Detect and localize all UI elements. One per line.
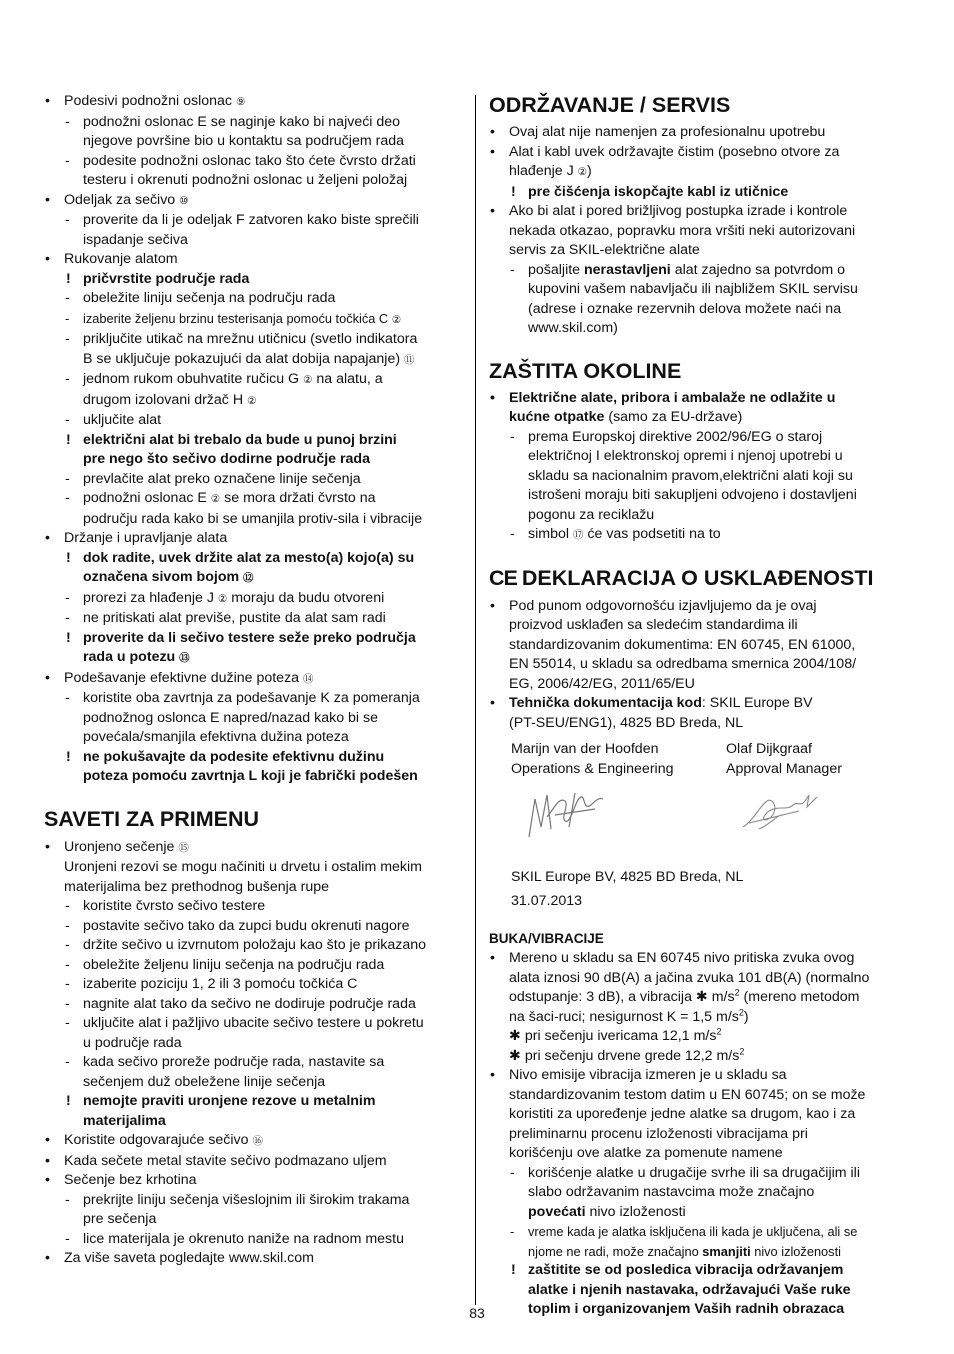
line-text: uključite alat xyxy=(83,412,162,428)
line-text: u područje rada xyxy=(83,1034,182,1051)
continuation-line xyxy=(44,1034,464,1054)
line-text: hlađenje J xyxy=(509,163,578,179)
line-text: kada sečivo proreže područje rada, nastavite sa xyxy=(83,1054,385,1070)
figure-reference: ⑮ xyxy=(178,841,189,854)
line-text: skladu sa nacionalnim pravom,električni alati koji su xyxy=(528,467,853,484)
dash-item xyxy=(489,261,913,281)
maintenance-section xyxy=(489,123,913,339)
line-text: smanjiti xyxy=(702,1243,751,1259)
line-text: ✱ pri sečenju drvene grede 12,2 m/s xyxy=(509,1047,740,1064)
line-text: servis za SKIL-električne alate xyxy=(509,242,700,258)
continuation-line xyxy=(44,450,464,470)
line-text: Koristite odgovarajuće sečivo xyxy=(64,1132,253,1148)
line-text: standardizovanim testom datim u EN 60745; on se može xyxy=(509,1086,866,1103)
line-text: Uronjeni rezovi se mogu načiniti u drvetu i ostalim mekim xyxy=(64,859,422,875)
continuation-line xyxy=(489,1105,913,1125)
signatory-2-name: Olaf Dijkgraaf xyxy=(726,741,812,757)
line-text: prekrijte liniju sečenja višeslojnim ili širokim trakama xyxy=(83,1191,410,1208)
figure-reference: ② xyxy=(247,394,257,407)
continuation-line xyxy=(489,1027,913,1047)
line-text: Odeljak za sečivo xyxy=(64,191,180,208)
continuation-line xyxy=(44,391,464,412)
dash-item xyxy=(44,411,464,431)
figure-reference: ② xyxy=(391,313,402,326)
line-text: koristite oba zavrtnja za podešavanje K za pomeranja xyxy=(83,690,420,706)
dash-item xyxy=(44,995,464,1015)
left-column xyxy=(44,92,464,1269)
continuation-line xyxy=(489,655,913,675)
line-text: podnožni oslonac E xyxy=(83,490,211,506)
continuation-line xyxy=(489,1008,913,1028)
line-text: Ovaj alat nije namenjen za profesionalnu upotrebu xyxy=(509,124,826,140)
line-text: dok radite, uvek držite alat za mesto(a) kojo(a) su xyxy=(83,549,415,566)
continuation-line xyxy=(489,1125,913,1145)
line-text: će vas podsetiti na to xyxy=(583,526,721,542)
dash-item xyxy=(44,689,464,709)
ce-mark-icon: CE xyxy=(489,565,517,590)
warning-item xyxy=(44,748,464,768)
warning-item xyxy=(44,1092,464,1112)
continuation-line xyxy=(44,510,464,530)
warning-item xyxy=(44,629,464,649)
superscript: 2 xyxy=(738,1006,744,1017)
line-text: pogonu za reciklažu xyxy=(528,506,655,523)
continuation-line xyxy=(44,728,464,748)
line-text: Podešavanje efektivne dužine poteza xyxy=(64,669,303,686)
line-text: koristiti za upoređenje jedne alatke sa drugom, kao i za xyxy=(509,1106,856,1122)
line-text: Nivo emisije vibracija izmeren je u skladu sa xyxy=(509,1067,787,1083)
company-info xyxy=(489,865,913,913)
line-text: pošaljite xyxy=(528,261,584,278)
line-text: pre nego što sečivo dodirne područje rada xyxy=(83,451,370,467)
heading-deklaracija-text: DEKLARACIJA O USKLAĐENOSTI xyxy=(521,565,874,590)
bullet-item xyxy=(489,202,913,222)
line-text: nekada otkazao, popravku mora vršiti neki autorizovani xyxy=(509,222,856,239)
dash-item xyxy=(44,897,464,917)
noise-vibration-section xyxy=(489,949,913,1320)
signature-2-icon xyxy=(739,787,819,837)
heading-zastita-okoline: ZAŠTITA OKOLINE xyxy=(489,358,682,383)
line-text: Držanje i upravljanje alata xyxy=(64,530,228,546)
line-text: B se uključuje pokazujući da alat dobija napajanje) xyxy=(83,350,405,367)
figure-reference: ⑰ xyxy=(572,529,584,541)
line-text: podesite podnožni oslonac tako što ćete čvrsto držati xyxy=(83,152,416,169)
line-text: www.skil.com) xyxy=(528,320,618,336)
line-text: preliminarnu procenu izloženosti vibracijama pri xyxy=(509,1125,808,1142)
warning-item xyxy=(44,431,464,451)
dash-item xyxy=(44,589,464,610)
continuation-line xyxy=(44,1112,464,1132)
continuation-line xyxy=(489,408,913,428)
environment-section xyxy=(489,389,913,546)
bullet-item xyxy=(44,1171,464,1191)
line-text: prevlačite alat preko označene linije sečenja xyxy=(83,470,361,487)
line-text: proverite da li je odeljak F zatvoren kako biste sprečili xyxy=(83,212,419,228)
line-text: električnoj I elektronskoj opremi i njenoj upotrebi u xyxy=(528,448,843,464)
line-text: koristite čvrsto sečivo testere xyxy=(83,898,266,914)
continuation-line xyxy=(44,767,464,787)
heading-buka-vibracije: BUKA/VIBRACIJE xyxy=(489,931,604,946)
heading-odrzavanje-servis: ODRŽAVANJE / SERVIS xyxy=(489,93,731,117)
line-text: alata iznosi 90 dB(A) a jačina zvuka 101 dB(A) (normalno xyxy=(509,969,870,986)
line-text: korišćenju ove alatke za pomenute namene xyxy=(509,1145,783,1161)
bullet-item xyxy=(44,191,464,212)
declaration-section xyxy=(489,597,913,734)
line-text: pre sečenja xyxy=(83,1211,157,1227)
line-text: moraju da budu otvoreni xyxy=(227,589,385,606)
figure-reference: ② xyxy=(217,592,228,605)
line-text: kućne otpatke xyxy=(509,409,605,425)
column-divider xyxy=(475,95,476,1305)
line-text: drugom izolovani držač H xyxy=(83,391,248,408)
warning-item xyxy=(44,270,464,290)
superscript: 2 xyxy=(739,1045,745,1056)
line-text: Ako bi alat i pored brižljivog postupka izrade i kontrole xyxy=(509,203,848,219)
line-text: zaštitite se od posledica vibracija održavanjem xyxy=(528,1262,844,1278)
continuation-line xyxy=(489,1047,913,1067)
dash-item xyxy=(44,609,464,629)
line-text: jednom rukom obuhvatite ručicu G xyxy=(83,371,304,387)
line-text: toplim i organizovanjem Vaših radnih obrazaca xyxy=(528,1301,845,1317)
dash-item xyxy=(44,309,464,331)
bullet-item xyxy=(489,389,913,409)
continuation-line xyxy=(489,319,913,339)
line-text: korišćenje alatke u drugačije svrhe ili sa drugačijim ili xyxy=(528,1164,860,1181)
line-text: alat zajedno sa potvrdom o xyxy=(670,261,846,278)
figure-reference: ⑫ xyxy=(243,572,254,584)
line-text: alatke i njenih nastavaka, održavajući Vaše ruke xyxy=(528,1281,851,1298)
continuation-line xyxy=(44,858,464,878)
continuation-line xyxy=(44,648,464,669)
line-text: povećala/smanjila efektivna dužina poteza xyxy=(83,729,349,745)
line-text: obeležite željenu liniju sečenja na području rada xyxy=(83,956,385,973)
signatory-1-name: Marijn van der Hoofden xyxy=(511,741,659,757)
line-text: proizvod usklađen sa sledećim standardima ili xyxy=(509,617,798,633)
dash-item xyxy=(44,1191,464,1211)
line-text: simbol xyxy=(528,526,573,542)
line-text: podnožni oslonac E se naginje kako bi najveći deo xyxy=(83,113,401,130)
bullet-item xyxy=(44,669,464,690)
figure-reference: ⑭ xyxy=(303,672,314,685)
right-column xyxy=(489,92,913,1320)
line-text: Električne alate, pribora i ambalaže ne odlažite u xyxy=(509,389,836,406)
line-text: standardizovanim dokumentima: EN 60745, EN 61000, xyxy=(509,636,856,653)
continuation-line xyxy=(44,878,464,898)
line-text: priključite utikač na mrežnu utičnicu (svetlo indikatora xyxy=(83,331,418,347)
dash-item xyxy=(44,489,464,510)
line-text: povećati xyxy=(528,1203,586,1220)
company-address: SKIL Europe BV, 4825 BD Breda, NL xyxy=(511,869,744,885)
bullet-item xyxy=(44,1152,464,1172)
line-text: odstupanje: 3 dB), a vibracija ✱ m/s xyxy=(509,989,735,1005)
line-text: prema Europskoj direktive 2002/96/EG o staroj xyxy=(528,428,823,445)
continuation-line xyxy=(489,1086,913,1106)
continuation-line xyxy=(44,132,464,152)
continuation-line xyxy=(489,506,913,526)
dash-item xyxy=(44,1053,464,1073)
application-tips xyxy=(44,838,464,1269)
dash-item xyxy=(44,289,464,309)
signatories-table xyxy=(489,740,913,779)
signatory-2-role: Approval Manager xyxy=(726,760,842,777)
line-text: istrošeni moraju biti sakupljeni odvojeno i dostavljeni xyxy=(528,487,857,503)
line-text: materijalima xyxy=(83,1112,166,1129)
line-text: materijalima bez prethodnog bušenja rupe xyxy=(64,878,329,895)
continuation-line xyxy=(489,447,913,467)
bullet-item xyxy=(489,949,913,969)
line-text: prorezi za hlađenje J xyxy=(83,589,218,606)
line-text: njome ne radi, može značajno xyxy=(528,1243,703,1259)
continuation-line xyxy=(44,709,464,729)
warning-item xyxy=(489,183,913,203)
signatory-1-role: Operations & Engineering xyxy=(511,760,674,777)
bullet-item xyxy=(44,92,464,113)
line-text: držite sečivo u izvrnutom položaju kao što je prikazano xyxy=(83,937,427,953)
line-text: slabo održavanim nastavcima može značajno xyxy=(528,1184,815,1200)
line-text: Tehnička dokumentacija kod xyxy=(509,695,702,711)
line-text: ne pritiskati alat previše, pustite da alat sam radi xyxy=(83,610,386,626)
line-text: izaberite željenu brzinu testerisanja pomoću točkića C xyxy=(83,310,392,326)
line-text: na šaci-ruci; nesigurnost K = 1,5 m/s xyxy=(509,1008,739,1025)
continuation-line xyxy=(489,1144,913,1164)
line-text: Kada sečete metal stavite sečivo podmazano uljem xyxy=(64,1152,387,1169)
line-text: Za više saveta pogledajte www.skil.com xyxy=(64,1250,314,1266)
dash-item xyxy=(44,370,464,391)
line-text: ispadanje sečiva xyxy=(83,231,188,248)
warning-item xyxy=(489,1261,913,1281)
dash-item xyxy=(489,428,913,448)
dash-item xyxy=(44,211,464,231)
bullet-item xyxy=(489,1066,913,1086)
line-text: : SKIL Europe BV xyxy=(701,695,813,711)
continuation-line xyxy=(44,171,464,191)
usage-instructions xyxy=(44,92,464,787)
figure-reference: ② xyxy=(210,493,221,505)
line-text: ne pokušavajte da podesite efektivnu dužinu xyxy=(83,748,385,765)
bullet-item xyxy=(44,1131,464,1152)
line-text: pričvrstite područje rada xyxy=(83,270,250,287)
dash-item xyxy=(44,1014,464,1034)
bullet-item xyxy=(489,694,913,714)
dash-item xyxy=(44,1230,464,1250)
line-text: Uronjeno sečenje xyxy=(64,838,179,855)
line-text: nivo izloženosti xyxy=(750,1243,841,1259)
warning-item xyxy=(44,549,464,569)
continuation-line xyxy=(489,300,913,320)
line-text: rada u potezu xyxy=(83,649,180,665)
line-text: se mora držati čvrsto na xyxy=(220,490,376,506)
line-text: EG, 2006/42/EG, 2011/65/EU xyxy=(509,675,695,692)
continuation-line xyxy=(489,988,913,1008)
continuation-line xyxy=(489,616,913,636)
line-text: testeru i okrenuti podnožni oslonac u željeni položaj xyxy=(83,172,408,188)
line-text: kupovini vašem nabavljaču ili najbližem SKIL servisu xyxy=(528,281,858,297)
line-text: uključite alat i pažljivo ubacite sečivo testere u pokretu xyxy=(83,1015,424,1031)
dash-item xyxy=(44,917,464,937)
continuation-line xyxy=(44,1073,464,1093)
page-number: 83 xyxy=(469,1305,485,1321)
line-text: Pod punom odgovornošću izjavljujemo da je ovaj xyxy=(509,597,817,614)
continuation-line xyxy=(489,714,913,734)
line-text: pre čišćenja iskopčajte kabl iz utičnice xyxy=(528,183,789,200)
bullet-item xyxy=(44,250,464,270)
bullet-item xyxy=(44,838,464,859)
signatures xyxy=(489,787,913,865)
dash-item xyxy=(489,525,913,546)
line-text: (PT-SEU/ENG1), 4825 BD Breda, NL xyxy=(509,714,744,731)
continuation-line xyxy=(44,231,464,251)
continuation-line xyxy=(489,1203,913,1223)
line-text: izaberite poziciju 1, 2 ili 3 pomoću točkića C xyxy=(83,976,358,992)
figure-reference: ⑩ xyxy=(179,194,189,207)
line-text: na alatu, a xyxy=(312,371,383,387)
line-text: ) xyxy=(743,1008,749,1025)
line-text: Rukovanje alatom xyxy=(64,251,178,267)
line-text: nagnite alat tako da sečivo ne dodiruje područje rada xyxy=(83,995,416,1012)
bullet-item xyxy=(489,597,913,617)
line-text: nerastavljeni xyxy=(584,261,671,278)
line-text: postavite sečivo tako da zupci budu okrenuti nagore xyxy=(83,917,410,934)
figure-reference: ⑬ xyxy=(179,652,190,664)
signature-1-icon xyxy=(525,787,605,847)
declaration-date: 31.07.2013 xyxy=(511,893,583,909)
dash-item xyxy=(44,470,464,490)
line-text: području rada kako bi se umanjila protiv-sila i vibracije xyxy=(83,510,423,527)
superscript: 2 xyxy=(734,987,740,998)
line-text: ✱ pri sečenju ivericama 12,1 m/s xyxy=(509,1028,717,1044)
line-text: označena sivom bojom xyxy=(83,569,244,585)
dash-item xyxy=(44,330,464,350)
continuation-line xyxy=(489,162,913,183)
continuation-line xyxy=(44,1210,464,1230)
continuation-line xyxy=(489,636,913,656)
continuation-line xyxy=(44,568,464,589)
dash-item xyxy=(44,975,464,995)
dash-item xyxy=(489,1164,913,1184)
line-text: (mereno metodom xyxy=(739,989,860,1005)
line-text: ) xyxy=(587,163,592,179)
figure-reference: ⑯ xyxy=(252,1135,263,1147)
line-text: poteza pomoću zavrtnja L koji je fabrički podešen xyxy=(83,768,418,784)
continuation-line xyxy=(489,241,913,261)
superscript: 2 xyxy=(716,1026,722,1037)
line-text: električni alat bi trebalo da bude u punoj brzini xyxy=(83,431,397,448)
dash-item xyxy=(44,936,464,956)
line-text: obeležite liniju sečenja na području rada xyxy=(83,290,336,306)
line-text: Podesivi podnožni oslonac xyxy=(64,93,236,109)
line-text: podnožnog oslonca E napred/nazad kako bi se xyxy=(83,709,379,726)
line-text: lice materijala je okrenuto naniže na radnom mestu xyxy=(83,1230,404,1247)
line-text: proverite da li sečivo testere seže preko područja xyxy=(83,629,416,646)
line-text: Sečenje bez krhotina xyxy=(64,1172,197,1188)
line-text: EN 55014, u skladu sa odredbama smernica 2004/108/ xyxy=(509,656,857,672)
bullet-item xyxy=(44,1249,464,1269)
continuation-line xyxy=(489,1242,913,1262)
continuation-line xyxy=(489,969,913,989)
continuation-line xyxy=(489,1281,913,1301)
line-text: vreme kada je alatka isključena ili kada je uključena, ali se xyxy=(528,1224,858,1239)
line-text: nivo izloženosti xyxy=(585,1203,686,1220)
line-text: nemojte praviti uronjene rezove u metalnim xyxy=(83,1093,376,1109)
continuation-line xyxy=(489,467,913,487)
bullet-item xyxy=(489,123,913,143)
dash-item xyxy=(44,152,464,172)
heading-deklaracija xyxy=(489,565,913,591)
continuation-line xyxy=(489,675,913,695)
bullet-item xyxy=(489,143,913,163)
figure-reference: ⑪ xyxy=(404,353,415,366)
figure-reference: ② xyxy=(577,166,588,178)
continuation-line xyxy=(489,280,913,300)
line-text: (adrese i oznake rezervnih delova možete naći na xyxy=(528,300,842,317)
line-text: (samo za EU-države) xyxy=(604,409,743,425)
line-text: sečenjem duž obeležene linije sečenja xyxy=(83,1073,326,1090)
heading-saveti-za-primenu: SAVETI ZA PRIMENU xyxy=(44,806,260,831)
continuation-line xyxy=(489,1183,913,1203)
dash-item xyxy=(44,956,464,976)
dash-item xyxy=(44,113,464,133)
bullet-item xyxy=(44,529,464,549)
continuation-line xyxy=(489,486,913,506)
continuation-line xyxy=(489,222,913,242)
line-text: Mereno u skladu sa EN 60745 nivo pritiska zvuka ovog xyxy=(509,950,855,966)
line-text: Alat i kabl uvek održavajte čistim (posebno otvore za xyxy=(509,143,840,160)
figure-reference: ⑨ xyxy=(235,96,246,108)
dash-item xyxy=(489,1222,913,1242)
figure-reference: ② xyxy=(303,374,313,386)
continuation-line xyxy=(44,350,464,371)
line-text: njegove površine bio u kontaktu sa područjem rada xyxy=(83,133,404,149)
